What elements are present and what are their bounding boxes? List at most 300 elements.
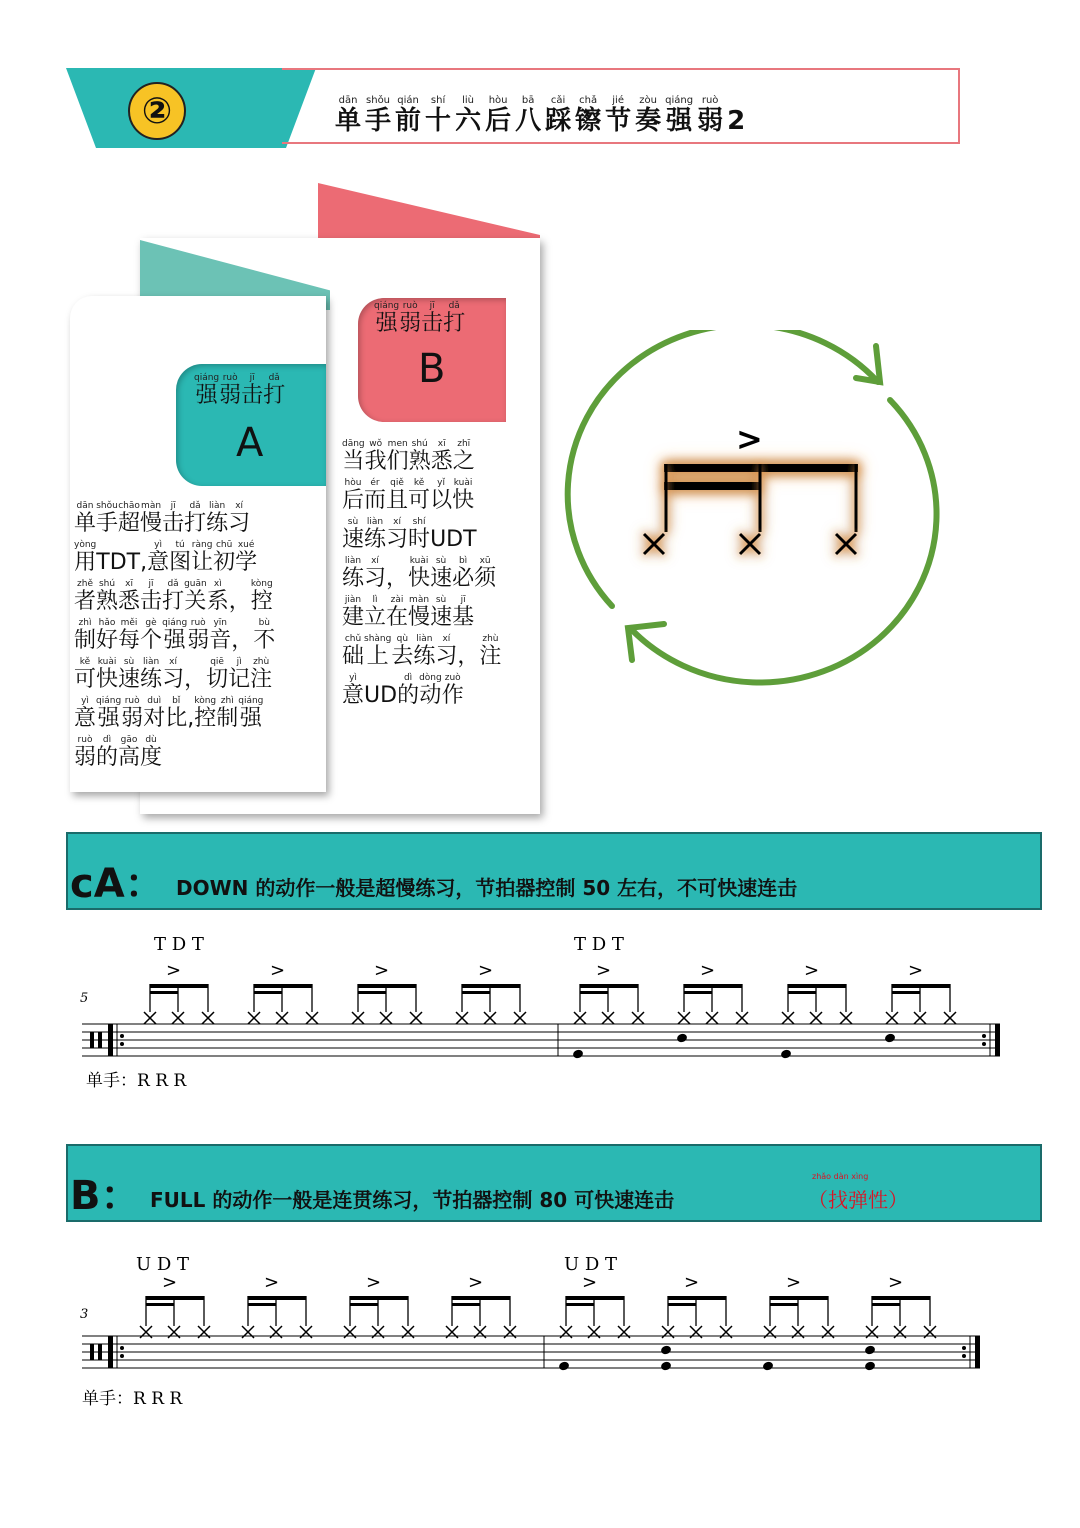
- section-b-bar: [66, 1144, 1042, 1222]
- beam-secondary: [146, 1303, 174, 1306]
- ruby-char: [374, 302, 399, 335]
- accent-mark: >: [374, 960, 390, 981]
- ruby-char: [219, 374, 241, 407]
- pinyin: dòng: [419, 673, 442, 683]
- repeat-end-bar: [995, 1024, 1000, 1056]
- hanzi: 后: [485, 106, 512, 136]
- ruby-char: [386, 596, 408, 629]
- pinyin: qù: [396, 634, 409, 644]
- hanzi: 控: [250, 589, 273, 614]
- hanzi: 2: [727, 106, 746, 136]
- pinyin: ér: [370, 478, 380, 488]
- ruby-char: [184, 502, 206, 535]
- hanzi: 悉: [430, 449, 453, 474]
- ruby-char: [238, 697, 263, 730]
- pinyin: dǎ: [268, 373, 280, 383]
- accent-mark: >: [162, 1272, 178, 1293]
- hanzi: 时: [408, 527, 431, 552]
- ruby-char: [435, 635, 457, 668]
- repeat-dot: [982, 1034, 986, 1038]
- pinyin: liàn: [208, 501, 226, 511]
- ruby-char: [216, 697, 238, 730]
- pinyin: měi: [120, 618, 138, 628]
- ruby-char: [118, 580, 140, 613]
- ruby-char: [96, 697, 121, 730]
- accent-mark: >: [804, 960, 820, 981]
- hanzi: 须: [474, 566, 497, 591]
- ruby-char: [140, 580, 162, 613]
- beam-secondary: [350, 1303, 378, 1306]
- ruby-char: [342, 557, 364, 590]
- pinyin: xí: [169, 657, 177, 667]
- hihat-note: [782, 1012, 794, 1024]
- hanzi: 音: [209, 628, 232, 653]
- hanzi: 击: [241, 383, 264, 408]
- hanzi: 高: [118, 745, 141, 770]
- ruby-char: [452, 596, 474, 629]
- pinyin: hòu: [488, 95, 508, 106]
- pinyin: liàn: [142, 657, 160, 667]
- beam-secondary: [684, 991, 712, 994]
- pinyin: dì: [403, 673, 413, 683]
- beam-secondary: [580, 991, 608, 994]
- beam-secondary: [872, 1303, 900, 1306]
- pinyin: zhù: [253, 657, 270, 667]
- hanzi: 不: [253, 628, 276, 653]
- snare-note: [884, 1033, 896, 1044]
- accent-mark: >: [264, 1272, 280, 1293]
- pinyin: zài: [390, 595, 404, 605]
- hanzi: 基: [452, 605, 475, 630]
- text-line: [342, 479, 542, 512]
- pinyin: qián: [397, 95, 419, 106]
- pinyin: xū: [479, 556, 491, 566]
- ruby-char: [474, 557, 496, 590]
- accent-mark: >: [596, 960, 612, 981]
- accent-mark: >: [270, 960, 286, 981]
- ruby-char: [118, 619, 140, 652]
- pinyin: [194, 658, 197, 667]
- beam-secondary: [788, 991, 816, 994]
- ruby-char: [442, 674, 464, 707]
- hanzi: 图: [169, 550, 192, 575]
- pinyin: kòng: [194, 696, 217, 706]
- pinyin: [396, 557, 399, 566]
- ruby-char: [213, 541, 235, 574]
- beam-primary: [580, 984, 638, 988]
- ruby-char: [397, 674, 419, 707]
- pinyin: jì: [236, 657, 242, 667]
- text-line: [342, 635, 542, 668]
- hand-label-b: 单手：R R R: [82, 1389, 183, 1409]
- pinyin: bì: [458, 556, 468, 566]
- ruby-char: [364, 557, 386, 590]
- repeat-start-bar: [108, 1024, 113, 1056]
- pinyin: kě: [79, 657, 91, 667]
- section-b-note: （找弹性）: [808, 1188, 908, 1212]
- pinyin: gāo: [120, 735, 138, 745]
- repeat-dot: [120, 1354, 124, 1358]
- ruby-char: [96, 580, 118, 613]
- hihat-note: [840, 1012, 852, 1024]
- hanzi: 速: [430, 566, 453, 591]
- ruby-char: [184, 580, 207, 613]
- pinyin: kòng: [250, 579, 273, 589]
- accent-mark: >: [700, 960, 716, 981]
- pinyin: dǎ: [448, 301, 460, 311]
- ruby-char: [169, 541, 191, 574]
- staff-a: [82, 960, 1000, 1059]
- hanzi: ，: [228, 589, 251, 614]
- kick-note: [762, 1361, 774, 1372]
- percussion-clef: [98, 1032, 102, 1048]
- hanzi: 八: [515, 106, 542, 136]
- ruby-char: [191, 541, 213, 574]
- hanzi: 节: [605, 106, 632, 136]
- percussion-clef: [90, 1344, 94, 1360]
- repeat-dot: [962, 1346, 966, 1350]
- hanzi: 强: [666, 106, 693, 136]
- repeat-dot: [962, 1354, 966, 1358]
- ruby-char: [74, 502, 96, 535]
- snare-note: [676, 1033, 688, 1044]
- card-a-text: [74, 502, 330, 775]
- ruby-char: [391, 635, 413, 668]
- ruby-char: [162, 619, 187, 652]
- hanzi: 单: [335, 106, 362, 136]
- section-b-label: B：: [70, 1173, 141, 1219]
- hanzi: 强: [195, 383, 218, 408]
- rhythm-glyph: [644, 464, 858, 554]
- hanzi: 六: [455, 106, 482, 136]
- ruby-char: [74, 697, 96, 730]
- ruby-char: [408, 518, 430, 551]
- ruby-char: [207, 580, 229, 613]
- ruby-char: [364, 479, 386, 512]
- hanzi: 可: [74, 667, 97, 692]
- card-a-letter: A: [236, 420, 264, 466]
- pinyin: [452, 518, 455, 527]
- hanzi: 且: [386, 488, 409, 513]
- pinyin: sù: [435, 595, 447, 605]
- beam-primary: [566, 1296, 624, 1300]
- pinyin: dù: [145, 735, 157, 745]
- hanzi: 者: [74, 589, 97, 614]
- text-line: [74, 502, 330, 535]
- pinyin: xī: [437, 439, 446, 449]
- pinyin: jī: [170, 501, 176, 511]
- accent-mark: >: [468, 1272, 484, 1293]
- pinyin: yì: [81, 696, 89, 706]
- pinyin: zuò: [444, 673, 461, 683]
- ruby-char: [413, 635, 435, 668]
- hanzi: 弱: [121, 706, 144, 731]
- ruby-char: [342, 440, 365, 473]
- accent-mark: >: [736, 420, 763, 458]
- ruby-char: [96, 619, 118, 652]
- pinyin: [735, 96, 738, 106]
- hanzi: 系: [206, 589, 229, 614]
- score-b: [70, 1240, 1020, 1420]
- hanzi: 之: [452, 449, 475, 474]
- ruby-char: [228, 658, 250, 691]
- hanzi: 对: [143, 706, 166, 731]
- ruby-char: [386, 518, 408, 551]
- hanzi: 学: [235, 550, 258, 575]
- hanzi: 意: [74, 706, 97, 731]
- text-line: [342, 440, 542, 473]
- hanzi: 制: [216, 706, 239, 731]
- ruby-char: [96, 658, 118, 691]
- beam-secondary: [892, 991, 920, 994]
- hanzi: 动: [419, 683, 442, 708]
- staff-b: [82, 1272, 980, 1371]
- pinyin: kuài: [409, 556, 429, 566]
- pinyin: xué: [237, 540, 255, 550]
- ruby-char: [386, 557, 408, 590]
- ruby-char: [430, 557, 452, 590]
- text-line: [342, 518, 542, 551]
- pinyin: ràng: [191, 540, 213, 550]
- kick-note: [864, 1361, 876, 1372]
- header-teal-tab: [66, 68, 316, 148]
- ruby-char: [342, 674, 364, 707]
- hanzi: 速: [118, 667, 141, 692]
- pinyin: bǐ: [172, 696, 181, 706]
- hanzi: 好: [96, 628, 119, 653]
- measure-number-b: 3: [80, 1307, 89, 1322]
- ruby-char: [453, 440, 475, 473]
- accent-mark: >: [786, 1272, 802, 1293]
- text-line: [342, 596, 542, 629]
- ruby-char: [194, 697, 216, 730]
- hihat-note: [276, 1012, 288, 1024]
- ruby-char: [162, 658, 184, 691]
- hihat-note: [574, 1012, 586, 1024]
- ruby-char: [162, 580, 184, 613]
- hihat-note: [380, 1012, 392, 1024]
- ruby-char: [455, 96, 481, 134]
- hanzi: 切: [206, 667, 229, 692]
- beam-secondary: [254, 991, 282, 994]
- pinyin: xī: [125, 579, 133, 589]
- section-a-text: DOWN 的动作一般是超慢练习，节拍器控制 50 左右，不可快速连击: [176, 876, 798, 900]
- pinyin: chū: [215, 540, 233, 550]
- beam-secondary: [566, 1303, 594, 1306]
- kick-note: [558, 1361, 570, 1372]
- hanzi: 作: [441, 683, 464, 708]
- hanzi: 练: [140, 667, 163, 692]
- hanzi: 奏: [635, 106, 662, 136]
- pinyin: qiě: [390, 478, 404, 488]
- pinyin: xí: [371, 556, 379, 566]
- section-a-bar: [66, 832, 1042, 910]
- hanzi: 击: [421, 311, 444, 336]
- ruby-char: [408, 557, 430, 590]
- hanzi: 强: [97, 706, 120, 731]
- pinyin: [241, 619, 244, 628]
- ruby-char: [697, 96, 723, 134]
- pinyin: kě: [413, 478, 425, 488]
- hanzi: 慢: [408, 605, 431, 630]
- hanzi: 而: [364, 488, 387, 513]
- text-line: [342, 557, 542, 590]
- ruby-char: [399, 302, 421, 335]
- hanzi: 制: [74, 628, 97, 653]
- repeat-dot: [120, 1042, 124, 1046]
- pinyin: xí: [393, 517, 401, 527]
- ruby-char: [231, 619, 253, 652]
- page-title: [335, 96, 745, 134]
- ruby-char: [206, 658, 228, 691]
- hihat-note: [484, 1012, 496, 1024]
- pinyin: sù: [435, 556, 447, 566]
- pinyin: liàn: [366, 517, 384, 527]
- pinyin: bā: [521, 95, 535, 106]
- hanzi: 习: [162, 667, 185, 692]
- ruby-char: [386, 479, 408, 512]
- hanzi: 立: [364, 605, 387, 630]
- text-line: [74, 619, 330, 652]
- pinyin: men: [387, 439, 408, 449]
- pinyin: dān: [338, 95, 358, 106]
- text-line: [74, 736, 330, 769]
- ruby-char: [74, 541, 96, 574]
- ruby-char: [140, 658, 162, 691]
- ruby-char: [545, 96, 571, 134]
- measure-number-a: 5: [80, 991, 89, 1006]
- pinyin: dāng: [342, 439, 365, 449]
- repeat-start-bar: [108, 1336, 113, 1368]
- hihat-note: [202, 1012, 214, 1024]
- kick-note: [780, 1049, 792, 1060]
- accent-mark: >: [888, 1272, 904, 1293]
- ruby-char: [118, 502, 140, 535]
- ruby-char: [408, 479, 430, 512]
- pinyin: dān: [76, 501, 94, 511]
- beam-secondary: [668, 1303, 696, 1306]
- ruby-char: [457, 635, 479, 668]
- beam-secondary: [770, 1303, 798, 1306]
- ruby-char: [74, 736, 96, 769]
- pinyin: zhù: [482, 634, 499, 644]
- repeat-end-bar: [975, 1336, 980, 1368]
- hanzi: 强: [163, 628, 186, 653]
- pinyin: màn: [141, 501, 162, 511]
- hanzi: 悉: [118, 589, 141, 614]
- ruby-char: [452, 557, 474, 590]
- ruby-char: [425, 96, 451, 134]
- ruby-char: [431, 440, 453, 473]
- hanzi: 弱: [697, 106, 724, 136]
- hanzi: 上: [366, 644, 389, 669]
- accent-mark: >: [366, 1272, 382, 1293]
- hanzi: 初: [213, 550, 236, 575]
- hanzi: 快: [96, 667, 119, 692]
- ruby-char: [253, 619, 275, 652]
- hanzi: 击: [140, 589, 163, 614]
- ruby-char: [96, 736, 118, 769]
- pinyin: zhě: [77, 579, 93, 589]
- ruby-char: [364, 518, 386, 551]
- hanzi: 础: [342, 644, 365, 669]
- hihat-note: [144, 1012, 156, 1024]
- hihat-note: [456, 1012, 468, 1024]
- hanzi: 习: [228, 511, 251, 536]
- hanzi: 记: [228, 667, 251, 692]
- hanzi: ,: [187, 706, 195, 731]
- ruby-char: [263, 374, 285, 407]
- ruby-char: [143, 697, 165, 730]
- sticking-top-b2: U D T: [564, 1254, 618, 1275]
- ruby-char: [430, 479, 452, 512]
- pinyin: jī: [460, 595, 466, 605]
- sticking-top-a1: T D T: [154, 934, 204, 955]
- pinyin: lì: [372, 595, 378, 605]
- hanzi: 弱: [187, 628, 210, 653]
- hanzi: 弱: [74, 745, 97, 770]
- hihat-note: [944, 1012, 956, 1024]
- ruby-char: [165, 697, 187, 730]
- ruby-char: [96, 502, 118, 535]
- accent-mark: >: [582, 1272, 598, 1293]
- pinyin: shàng: [364, 634, 392, 644]
- accent-mark: >: [684, 1272, 700, 1293]
- pinyin: [238, 580, 241, 589]
- hanzi: 控: [194, 706, 217, 731]
- pinyin: sù: [347, 517, 359, 527]
- hihat-note: [172, 1012, 184, 1024]
- hanzi: 比: [165, 706, 188, 731]
- cycle-diagram: [560, 330, 950, 690]
- ruby-char: [395, 96, 421, 134]
- ruby-char: [140, 619, 162, 652]
- pinyin: chǎ: [579, 95, 598, 106]
- hihat-note: [706, 1012, 718, 1024]
- ruby-char: [96, 541, 147, 574]
- hanzi: 练: [342, 566, 365, 591]
- pinyin: màn: [409, 595, 430, 605]
- hanzi: 的: [397, 683, 420, 708]
- hanzi: 当: [342, 449, 365, 474]
- pinyin: [379, 674, 382, 683]
- ruby-char: [342, 479, 364, 512]
- hanzi: 练: [206, 511, 229, 536]
- ruby-char: [140, 736, 162, 769]
- hanzi: 习: [386, 527, 409, 552]
- beam-primary: [358, 984, 416, 988]
- hanzi: 每: [118, 628, 141, 653]
- pinyin: qiáng: [194, 373, 220, 383]
- hanzi: ，: [457, 644, 480, 669]
- ruby-char: [364, 596, 386, 629]
- card-b-text: [342, 440, 542, 713]
- hihat-note: [810, 1012, 822, 1024]
- hanzi: 练: [364, 527, 387, 552]
- ruby-char: [187, 619, 209, 652]
- ruby-char: [387, 440, 409, 473]
- card-a-badge: [176, 364, 326, 486]
- pinyin: qiáng: [162, 618, 188, 628]
- hanzi: 镲: [575, 106, 602, 136]
- pinyin: qiáng: [665, 95, 694, 106]
- beam-primary: [350, 1296, 408, 1300]
- hanzi: 我: [364, 449, 387, 474]
- pinyin: shǒu: [96, 501, 118, 511]
- ruby-char: [430, 596, 452, 629]
- hanzi: 打: [184, 511, 207, 536]
- pinyin: liàn: [344, 556, 362, 566]
